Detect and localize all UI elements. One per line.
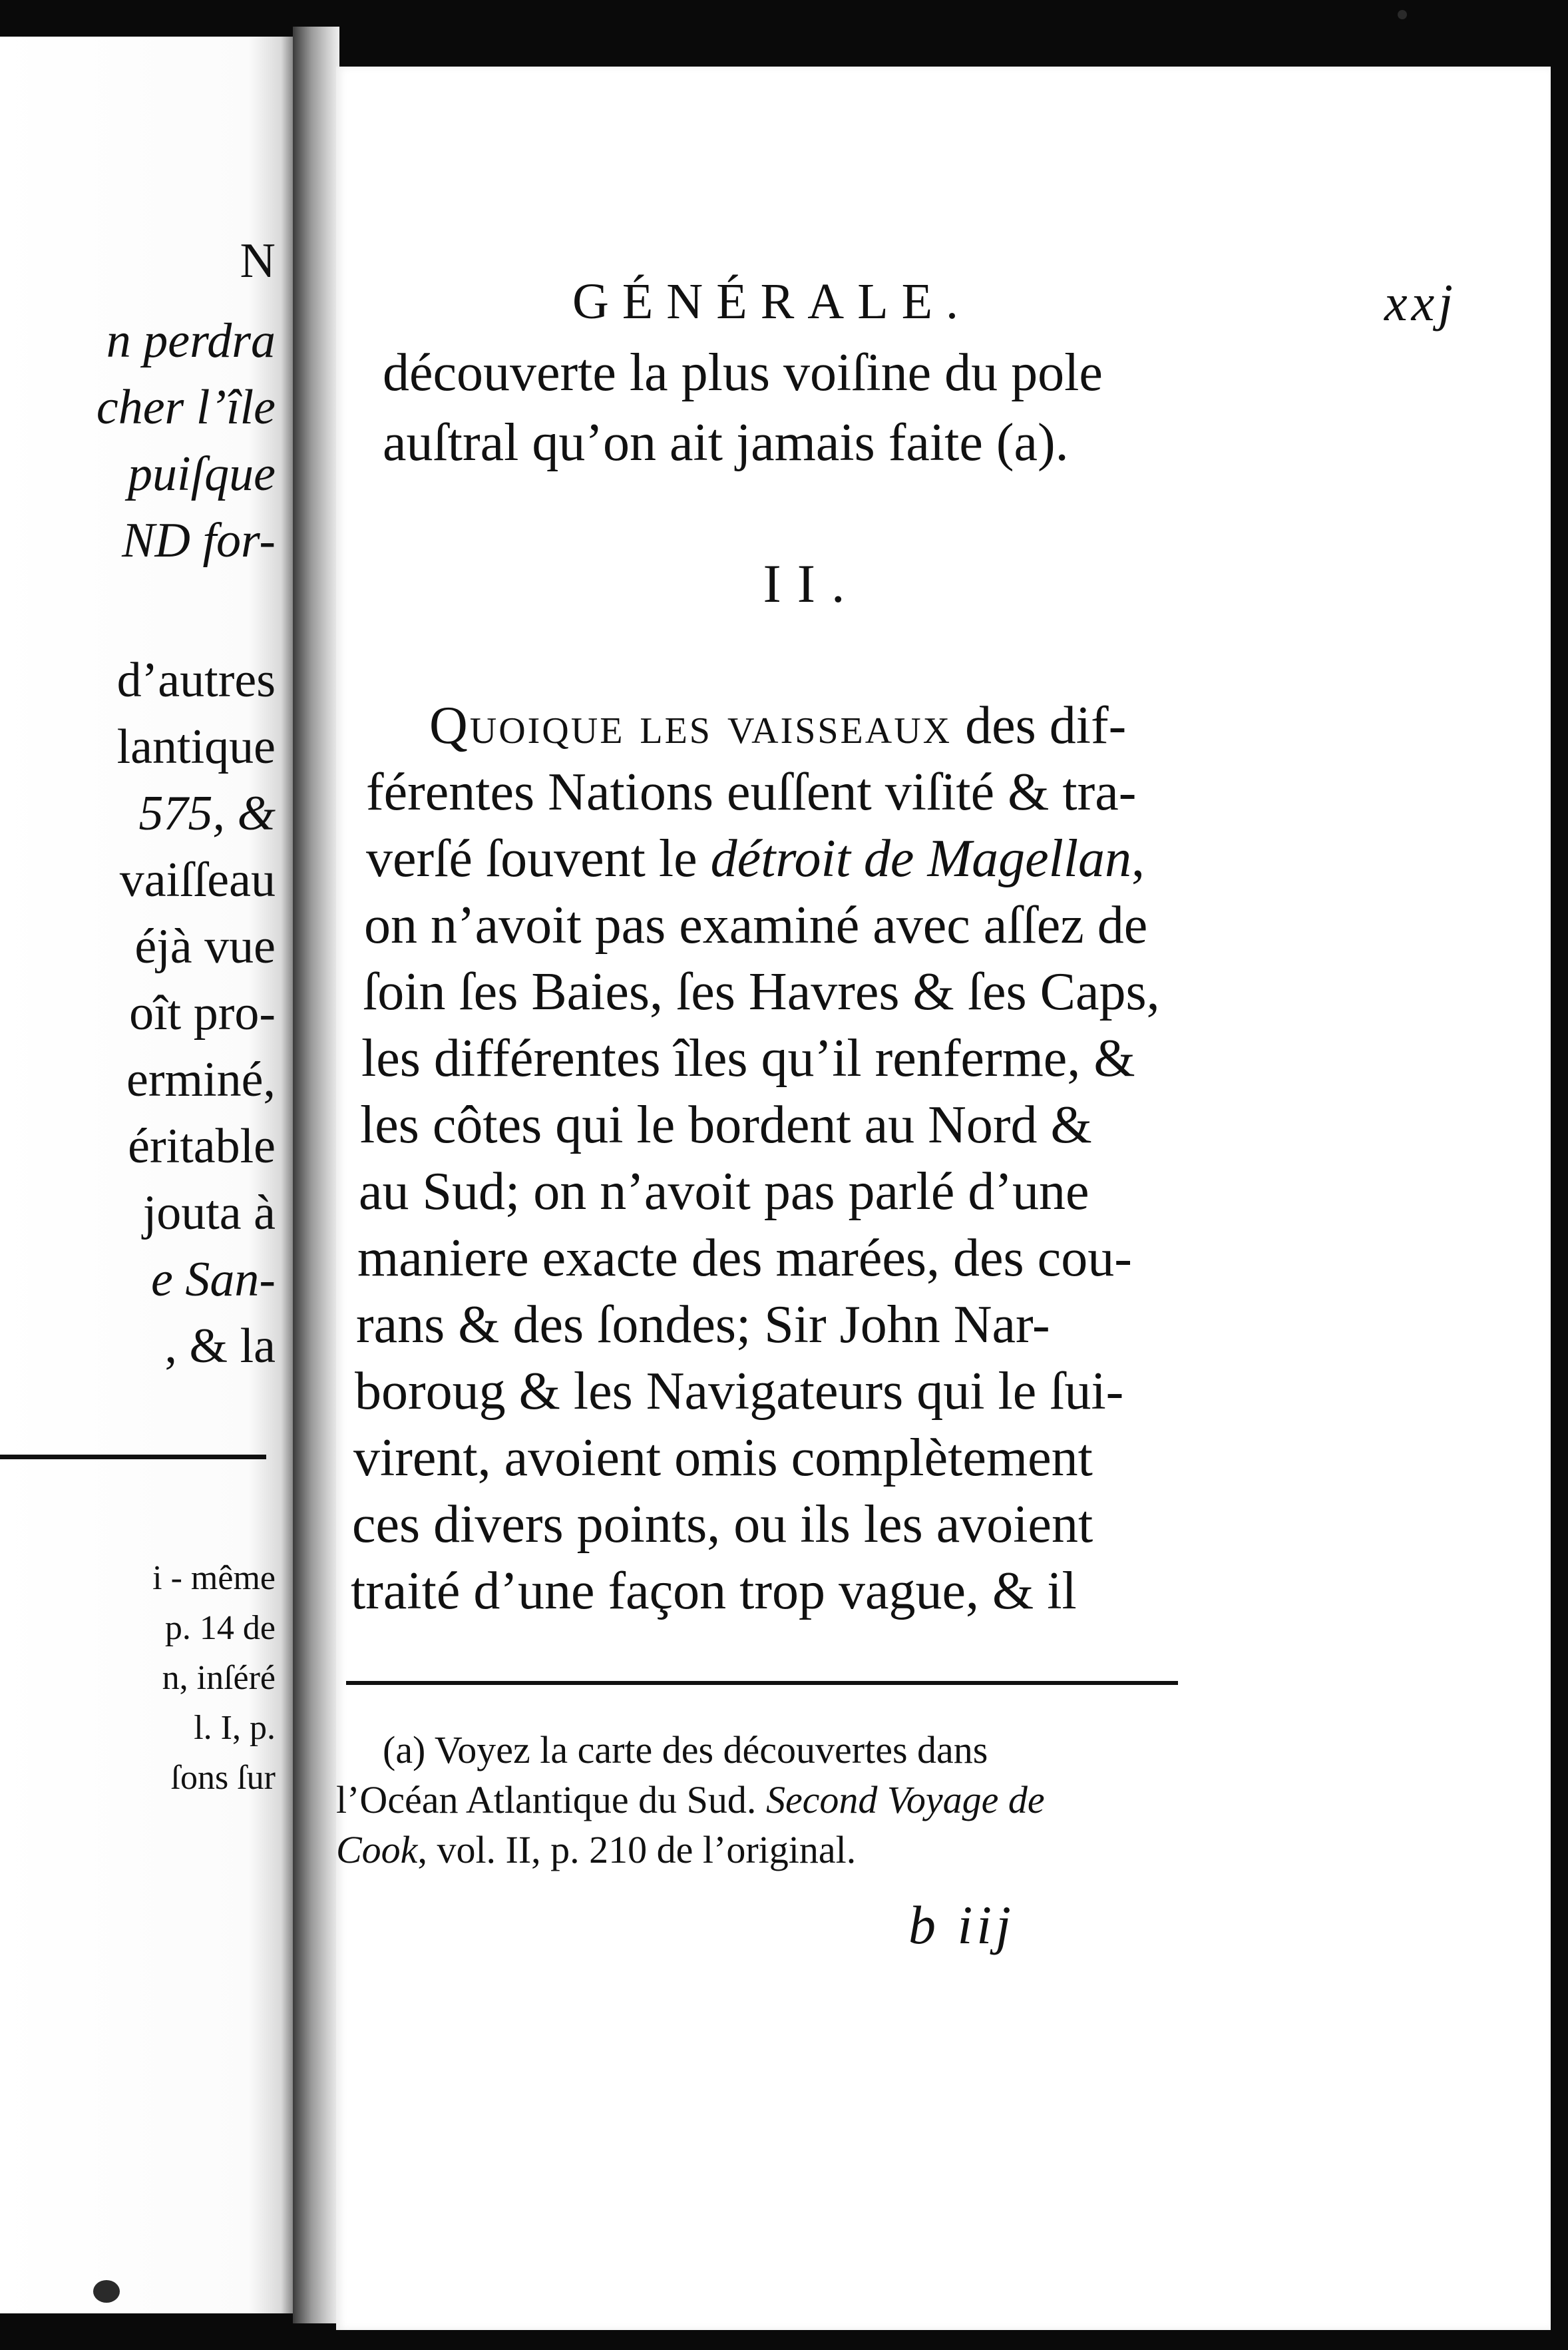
left-page-line: lantique [116, 720, 276, 774]
text-line-with-italic [366, 829, 1318, 888]
text-line: auſtral qu’on ait jamais faite (a). [383, 413, 1069, 472]
left-page [0, 37, 293, 2313]
right-page [336, 67, 1551, 2330]
left-page-line: puiſque [128, 447, 276, 501]
left-page-line: jouta à [142, 1186, 276, 1240]
text-line: boroug & les Navigateurs qui le ſui- [355, 1362, 1124, 1421]
page-gutter [293, 27, 339, 2323]
footnote-book-title: Second Voyage de [765, 1778, 1045, 1821]
scan-speck [1398, 10, 1407, 19]
text-fragment: , [1131, 829, 1145, 888]
left-page-note-line: p. 14 de [164, 1609, 276, 1647]
paragraph-first-line-rest: des dif- [952, 696, 1127, 755]
running-head: GÉNÉRALE. [572, 274, 972, 330]
left-page-line: erminé, [126, 1053, 276, 1107]
footnote-fragment: l’Océan Atlantique du Sud. [336, 1778, 766, 1821]
left-page-line: 575, & [138, 786, 276, 841]
left-page-note-line: n, inſéré [162, 1659, 276, 1697]
page-header [572, 273, 1504, 340]
left-page-line: ND for- [122, 513, 276, 568]
left-page-footnote-rule [0, 1455, 266, 1459]
left-page-line: vaiſſeau [119, 853, 276, 907]
left-page-line: cher l’île [96, 380, 276, 435]
left-page-note-line: ſons ſur [170, 1759, 276, 1797]
text-line: au Sud; on n’avoit pas parlé d’une [359, 1162, 1089, 1221]
left-page-line: oît pro- [129, 986, 276, 1041]
left-page-line: éritable [128, 1119, 276, 1174]
left-page-line: n perdra [106, 314, 276, 368]
footnote-author: Cook [336, 1828, 418, 1871]
text-line: on n’avoit pas examiné avec aſſez de [364, 896, 1148, 955]
text-line: les côtes qui le bordent au Nord & [360, 1096, 1092, 1154]
footnote-fragment: , vol. II, p. 210 de l’original. [417, 1828, 857, 1871]
text-line: virent, avoient omis complètement [353, 1429, 1093, 1487]
footnote-rule [346, 1681, 1178, 1685]
footnote-line [336, 1828, 1201, 1871]
paragraph-first-line [429, 696, 1314, 755]
text-line: découverte la plus voiſine du pole [383, 344, 1103, 402]
scan-speck [93, 2280, 120, 2303]
text-line: les différentes îles qu’il renferme, & [361, 1029, 1135, 1088]
text-fragment: verſé ſouvent le [366, 829, 711, 888]
folio-number: xxj [1384, 274, 1457, 332]
footnote-line [336, 1778, 1201, 1821]
text-line: maniere exacte des marées, des cou- [357, 1229, 1132, 1288]
paragraph-opening-smallcaps: Quoique les vaisseaux [429, 696, 952, 755]
left-page-note-line: l. I, p. [194, 1709, 276, 1747]
text-line: ces divers points, ou ils les avoient [352, 1495, 1093, 1554]
left-page-line: , & la [164, 1319, 276, 1373]
text-line: férentes Nations euſſent viſité & tra- [366, 763, 1137, 822]
italic-place-name: détroit de Magellan [710, 829, 1132, 888]
text-line: rans & des ſondes; Sir John Nar- [356, 1295, 1050, 1354]
section-number: II. [763, 553, 861, 614]
left-page-line: e San- [151, 1252, 276, 1307]
left-page-note-line: i - même [152, 1559, 276, 1597]
left-page-line: N [240, 234, 276, 288]
text-line: traité d’une façon trop vague, & il [351, 1562, 1077, 1620]
left-page-line: éjà vue [134, 919, 276, 974]
text-line: ſoin ſes Baies, ſes Havres & ſes Caps, [363, 963, 1160, 1021]
footnote-line: (a) Voyez la carte des découvertes dans [383, 1728, 988, 1771]
left-page-line: d’autres [116, 653, 276, 708]
signature-mark: b iij [908, 1895, 1015, 1955]
